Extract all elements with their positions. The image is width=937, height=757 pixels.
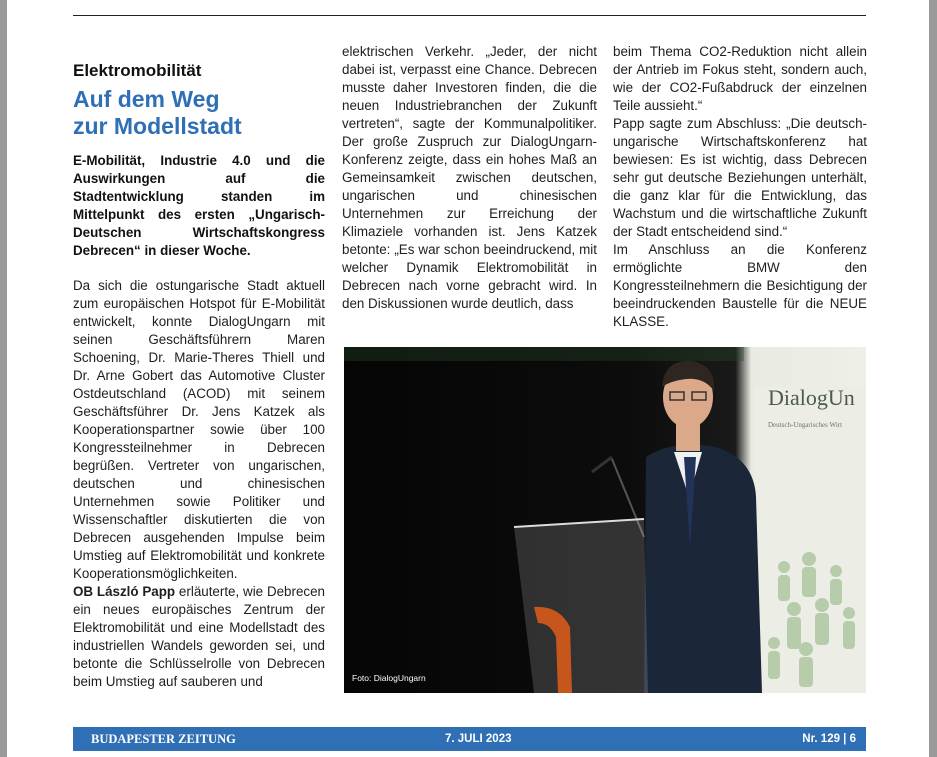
column-1 [73, 60, 325, 691]
body-paragraph-2 [73, 583, 325, 691]
top-rule [73, 15, 866, 16]
body-column-2-text: elektrischen Verkehr. „Jeder, der nicht dabei ist, verpasst eine Chance. Debrecen musste daher Investoren finden, die die neuen Industriebranchen der Zukunft vertreten“, sagte der Kommunalpolitiker. Der große Zuspruch zur DialogUngarn-Konferenz zeigte, dass ein hohes Maß an Gemeinsamkeit zwischen deutschen, ungarischen und chinesischen Unternehmen zur Erreichung der Klimaziele vorhanden ist. Jens Katzek betonte: „Es war schon beeindruckend, mit welcher Dynamik Elektromobilität in Debrecen nach vorne gebracht wird. In den Diskussionen wurde deutlich, dass [342, 44, 597, 311]
headline-line-1: Auf dem Weg [73, 86, 220, 112]
footer-paper-name: BUDAPESTER ZEITUNG [91, 732, 236, 746]
column-3 [613, 43, 867, 331]
body-paragraph-2-text: erläuterte, wie Debrecen ein neues europäisches Zentrum der Elektromobilität und eine Modellstadt des industriellen Wandels geworden sei, und betonte die Schlüsselrolle von Debrecen beim Umstieg auf sauberen und [73, 584, 326, 689]
headline-line-2: zur Modellstadt [73, 113, 242, 139]
newspaper-page [7, 0, 929, 757]
footer-date: 7. JULI 2023 [445, 733, 512, 745]
body-column-3-paragraph-3: Im Anschluss an die Konferenz ermöglichte BMW den Kongressteilnehmern die Besichtigung der beeindruckenden Baustelle für die NEUE KLASSE. [613, 242, 867, 329]
body-paragraph-1: Da sich die ostungarische Stadt aktuell zum europäischen Hotspot für E-Mobilität entwickelt, konnte DialogUngarn mit seinen Geschäftsführern Maren Schoening, Dr. Marie-Theres Thiell und Dr. Arne Gobert das Automotive Cluster Ostdeutschland (ACOD) mit seinem Geschäftsführer Dr. Jens Katzek als Kooperationspartner sowie über 100 Kongressteilnehmer in Debrecen begrüßen. Vertreter von ungarischen, deutschen und chinesischen Unternehmen sowie Politiker und Wissenschaftler diskutierten die von Debrecen ausgehenden Impulse beim Umstieg auf Elektromobilität und konkrete Kooperationsmöglichkeiten. [73, 278, 325, 581]
speaker-at-podium-illustration [344, 347, 866, 693]
footer-issue-number: Nr. 129 | 6 [802, 733, 856, 745]
article-lead: E-Mobilität, Industrie 4.0 und die Auswirkungen auf die Stadtentwicklung standen im Mittelpunkt des ersten „Ungarisch-Deutschen Wirtschaftskongress Debrecen“ in dieser Woche. [73, 153, 325, 258]
banner-subtext: Deutsch-Ungarisches Wirt [768, 421, 843, 429]
body-column-3-paragraph-2: Papp sagte zum Abschluss: „Die deutsch-ungarische Wirtschaftskonferenz hat bewiesen: Es ist wichtig, dass Debrecen sehr gut deutsche Beziehungen unterhält, die ganz klar für die Entwicklung, das Wachstum und die wirtschaftliche Zukunft der Stadt entscheidend sind.“ [613, 116, 867, 239]
article-photo [344, 347, 866, 693]
speaker-name: OB László Papp [73, 584, 176, 599]
banner-text: DialogUn [768, 385, 855, 410]
article-headline [73, 86, 325, 140]
page-footer [73, 727, 866, 751]
photo-caption: Foto: DialogUngarn [352, 673, 426, 683]
body-column-3-paragraph-1: beim Thema CO2-Reduktion nicht allein der Antrieb im Fokus steht, sondern auch, wie der CO2-Fußabdruck der einzelnen Teile aussieht.“ [613, 44, 867, 113]
article-kicker: Elektromobilität [73, 61, 202, 80]
column-2 [342, 43, 597, 313]
